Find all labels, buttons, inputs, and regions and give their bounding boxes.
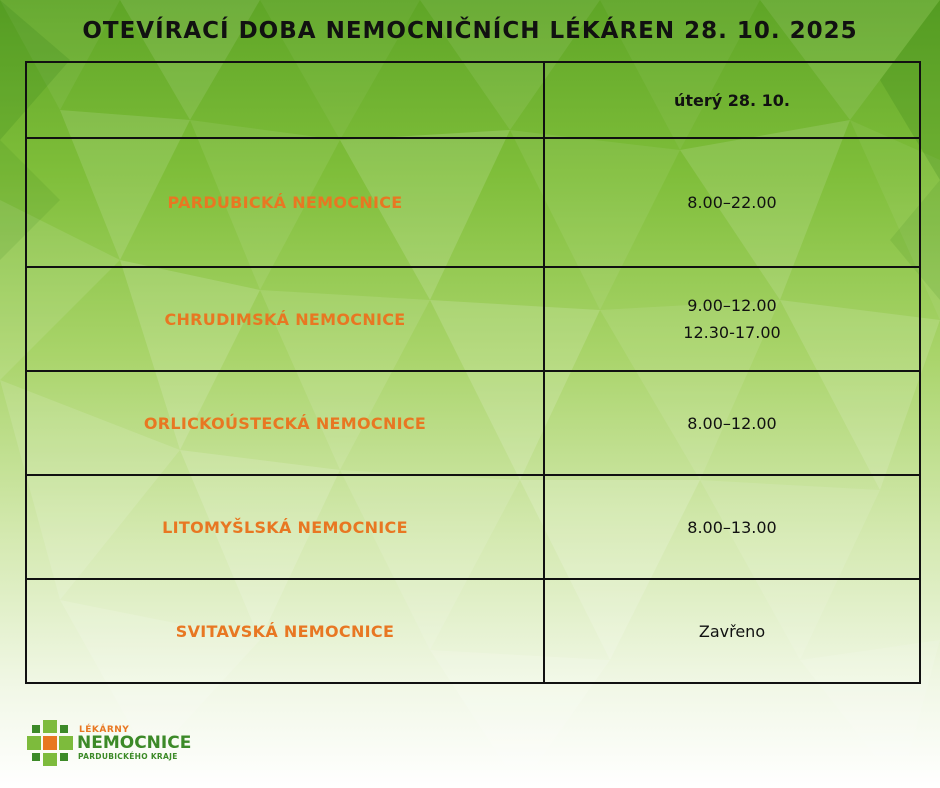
header-empty-cell — [26, 62, 544, 138]
opening-hours — [544, 267, 920, 371]
hospital-pharmacy-logo — [27, 718, 192, 766]
hospital-name: CHRUDIMSKÁ NEMOCNICE — [26, 267, 544, 371]
opening-hours — [544, 371, 920, 475]
hours-line: Zavřeno — [698, 621, 766, 641]
pharmacy-hours-table — [25, 61, 921, 684]
logo-mark-icon — [27, 720, 73, 766]
logo-text-region: PARDUBICKÉHO KRAJE — [78, 752, 178, 761]
table-row — [26, 371, 920, 475]
page-title: OTEVÍRACÍ DOBA NEMOCNIČNÍCH LÉKÁREN 28. 10. 2025 — [82, 18, 858, 44]
hours-line: 9.00–12.00 — [687, 296, 777, 315]
hours-line: 8.00–22.00 — [687, 193, 777, 212]
opening-hours — [544, 475, 920, 579]
hours-line: 12.30-17.00 — [683, 323, 781, 342]
header-day-cell: úterý 28. 10. — [544, 62, 920, 138]
table-header-row — [26, 62, 920, 138]
hours-line: 8.00–13.00 — [687, 517, 777, 537]
hospital-name: LITOMYŠLSKÁ NEMOCNICE — [26, 475, 544, 579]
hospital-name: PARDUBICKÁ NEMOCNICE — [26, 138, 544, 267]
table-row — [26, 267, 920, 371]
hospital-name: ORLICKOÚSTECKÁ NEMOCNICE — [26, 371, 544, 475]
table-row — [26, 138, 920, 267]
opening-hours — [544, 138, 920, 267]
table-row — [26, 475, 920, 579]
logo-text-pharmacies: LÉKÁRNY — [79, 725, 130, 735]
logo-text-hospital: NEMOCNICE — [77, 733, 192, 753]
hours-line: 8.00–12.00 — [687, 413, 777, 433]
hospital-name: SVITAVSKÁ NEMOCNICE — [26, 579, 544, 683]
table-row — [26, 579, 920, 683]
opening-hours — [544, 579, 920, 683]
